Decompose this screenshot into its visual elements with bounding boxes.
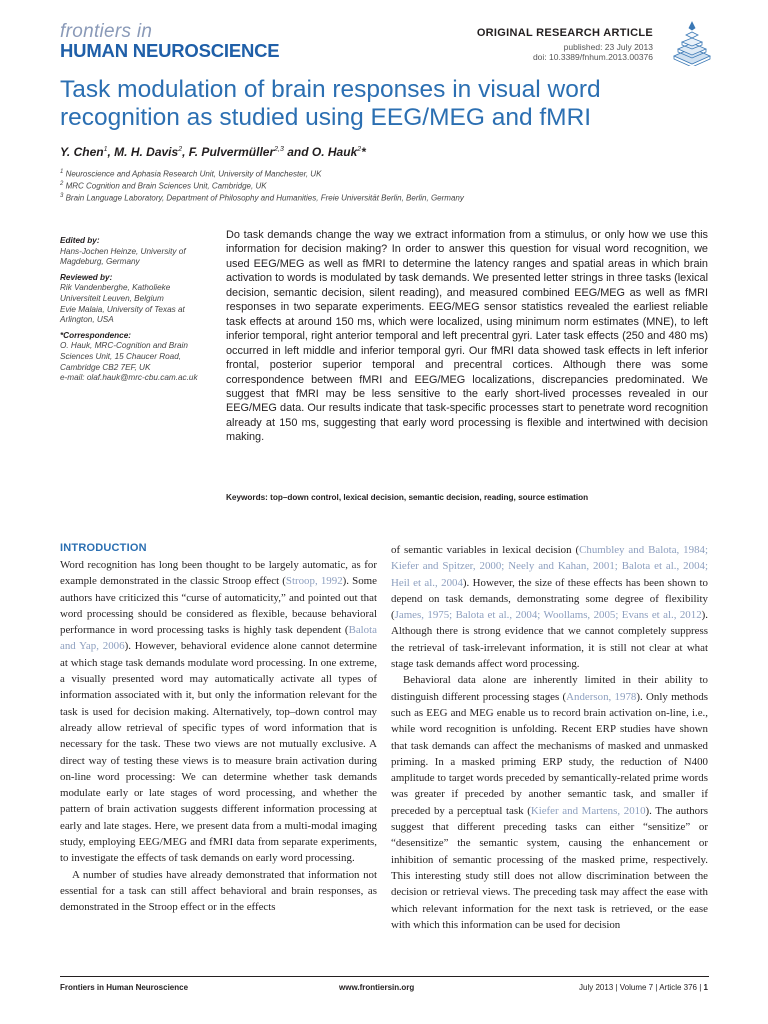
body-column-left	[60, 557, 377, 916]
body-column-right	[391, 542, 708, 933]
separator: and	[283, 145, 312, 159]
author-name[interactable]: F. Pulvermüller	[188, 145, 275, 159]
citation-link[interactable]: James, 1975; Balota et al., 2004; Woollams, 2005; Evans et al., 2012	[394, 609, 702, 622]
author-name[interactable]: Y. Chen	[60, 145, 104, 159]
keywords-label: Keywords:	[226, 493, 268, 502]
paragraph: A number of studies have already demonstrated that information not essential for a task can still affect behavioral and brain responses, as demonstrated in the Stroop effect or in the effects	[60, 868, 377, 914]
author-sup: 2	[357, 146, 362, 153]
doi-link[interactable]: doi: 10.3389/fnhum.2013.00376	[532, 52, 653, 62]
citation-link[interactable]: Balota and Yap, 2006	[60, 624, 377, 653]
author-sup: 2	[178, 146, 183, 153]
paragraph	[391, 542, 708, 672]
citation-link[interactable]: Chumbley and Balota, 1984; Kiefer and Spitzer, 2000; Neely and Kahan, 2001; Balota et al., 2004; Heil et al., 2004	[391, 544, 708, 589]
page-number: 1	[703, 983, 708, 992]
published-date: published: 23 July 2013	[563, 42, 653, 52]
reviewer-2[interactable]: Evie Malaia, University of Texas at Arlington, USA	[60, 304, 185, 325]
affiliation-text: Neuroscience and Aphasia Research Unit, University of Manchester, UK	[65, 169, 322, 179]
affiliation-num: 3	[60, 193, 64, 199]
correspondence-star: *	[361, 145, 366, 159]
separator: ,	[182, 145, 189, 159]
footer-website-link[interactable]: www.frontiersin.org	[339, 983, 415, 992]
author-sup: 2,3	[274, 146, 284, 153]
text-run: of semantic variables in lexical decision (	[391, 544, 580, 556]
edited-by-label: Edited by:	[60, 236, 100, 245]
correspondence-email[interactable]: e-mail: olaf.hauk@mrc-cbu.cam.ac.uk	[60, 373, 198, 383]
correspondence-label: *Correspondence:	[60, 330, 131, 340]
editor-name[interactable]: Hans-Jochen Heinze, University of Magdeburg, Germany	[60, 246, 186, 267]
affiliation-1	[60, 169, 321, 179]
author-sup: 1	[103, 146, 108, 153]
text-run: ). However, behavioral evidence alone cannot determine at which stage task demands modulate word processing. In one extreme, a visually presented word may automatically activate all types of information associated with it, but only the information relevant for the task is used for decision making. Alternatively, top–down control may already allow retrieval of specific types of word information that is necessary for the task. These two views are not mutually exclusive. A direct way of testing these views is to measure brain activation during on-line word processing: We can determine whether task demands modulate early or late stages of word processing, and whether the pattern of brain activation suggests different information processing at early and late stages. Here, we present data from a multi-modal imaging study, employing EEG/MEG and fMRI data from separate experiments, to investigate the effects of task demands on early word processing.	[60, 640, 378, 865]
reviewed-by-label: Reviewed by:	[60, 272, 113, 282]
citation-link[interactable]: Anderson, 1978	[566, 690, 637, 703]
author-name[interactable]: M. H. Davis	[114, 145, 179, 159]
paragraph	[391, 672, 708, 933]
article-title: Task modulation of brain responses in visual word recognition as studied using EEG/MEG and fMRI	[60, 76, 601, 131]
journal-logo-top: frontiers in	[60, 21, 153, 42]
reviewer-1[interactable]: Rik Vandenberghe, Katholieke Universiteit Leuven, Belgium	[60, 283, 171, 303]
text-run: ). Only methods such as EEG and MEG enable us to record brain activation on-line, i.e., while word recognition is unfolding. Recent ERP studies have shown that task demands can affect the mechanisms of masked and unmasked priming. In a masked priming ERP study, the reduction of N400 amplitude to target words preceded by semantically-related prime words was greater if preceded by another semantic task, and smaller if preceded by a perceptual task (	[391, 690, 709, 817]
paragraph	[60, 557, 377, 867]
author-name[interactable]: O. Hauk	[311, 145, 358, 159]
frontiers-stack-icon	[672, 18, 712, 66]
text-run: ). Some authors have criticized this “curse of automaticity,” and pointed out that word processing should be considered as flexible, because behavioral performance in word processing tasks is highly task dependent (	[60, 575, 377, 637]
text-run: ). Although there is strong evidence that we cannot completely suppress the retrieval of task-irrelevant information, it is still not clear at what stage task demands affect word processing.	[391, 609, 708, 671]
correspondence-address: O. Hauk, MRC-Cognition and Brain Sciences Unit, 15 Chaucer Road, Cambridge CB2 7EF, UK	[60, 341, 188, 372]
affiliation-num: 2	[60, 181, 64, 187]
text-run: ). However, the size of these effects has been shown to depend on task demands, demonstrating some degree of flexibility (	[391, 576, 708, 622]
affiliation-num: 1	[60, 169, 64, 175]
citation-link[interactable]: Stroop, 1992	[285, 575, 343, 588]
text-run: Behavioral data alone are inherently limited in their ability to distinguish different processing stages (	[391, 674, 708, 703]
footer-journal-name: Frontiers in Human Neuroscience	[60, 983, 189, 992]
keywords-text: top–down control, lexical decision, semantic decision, reading, source estimation	[270, 493, 589, 502]
affiliation-3	[60, 193, 464, 203]
abstract-text: Do task demands change the way we extract information from a stimulus, or only how we use this information for decision making? In order to answer this question for visual word recognition, we used EEG/MEG as well as fMRI to determine the latency ranges and spatial areas in which brain activation to words is modulated by task demands. We presented letter strings in three tasks (lexical decision, semantic decision, silent reading), and measured combined EEG/MEG as well as fMRI responses in two separate experiments. EEG/MEG sensor statistics revealed the earliest reliable task effects at around 150 ms, which were localized, using minimum norm estimates (MNE), to left inferior temporal, right anterior temporal and left precentral gyri. Later task effects (250 and 480 ms) occurred in left middle and inferior temporal gyri. Our fMRI data showed task effects in left inferior frontal, posterior superior temporal and precentral cortices. Although there was some correspondence between fMRI and EEG/MEG localizations, discrepancies predominated. We suggest that fMRI may be less sensitive to the early short-lived processes revealed in our EEG/MEG data. Our results indicate that task-specific processes start to penetrate word recognition already at 150 ms, suggesting that early word processing is flexible and intertwined with decision making.	[226, 229, 708, 444]
text-run: ). The authors suggest that different preceding tasks can either “sensitize” or “desensitize” the semantic system, causing the enhancement or inhibition of semantic processing of the masked prime, respectively. This interesting study still does not allow discrimination between the decision or retrieval views. The preceding task may affect the ease with which relevant information for the next task is retrieved, or the ease with which this information can be used for decision	[391, 804, 708, 931]
footer-divider	[60, 976, 709, 977]
affiliation-text: Brain Language Laboratory, Department of Philosophy and Humanities, Freie Universität Berlin, Berlin, Germany	[65, 193, 464, 203]
journal-logo-name: HUMAN NEUROSCIENCE	[60, 40, 280, 61]
affiliation-2	[60, 181, 267, 191]
issue-info: July 2013 | Volume 7 | Article 376 |	[579, 983, 702, 992]
article-type-label: ORIGINAL RESEARCH ARTICLE	[476, 27, 653, 39]
separator: ,	[107, 145, 115, 159]
affiliation-text: MRC Cognition and Brain Sciences Unit, Cambridge, UK	[65, 181, 267, 191]
section-heading-introduction: INTRODUCTION	[60, 542, 147, 554]
text-run: Word recognition has long been thought to be largely automatic, as for example demonstrated in the classic Stroop effect (	[60, 559, 377, 588]
author-list	[60, 145, 366, 159]
keywords	[226, 493, 708, 502]
citation-link[interactable]: Kiefer and Martens, 2010	[530, 804, 646, 817]
footer-issue-info	[579, 983, 708, 992]
article-sidebar	[60, 236, 210, 384]
